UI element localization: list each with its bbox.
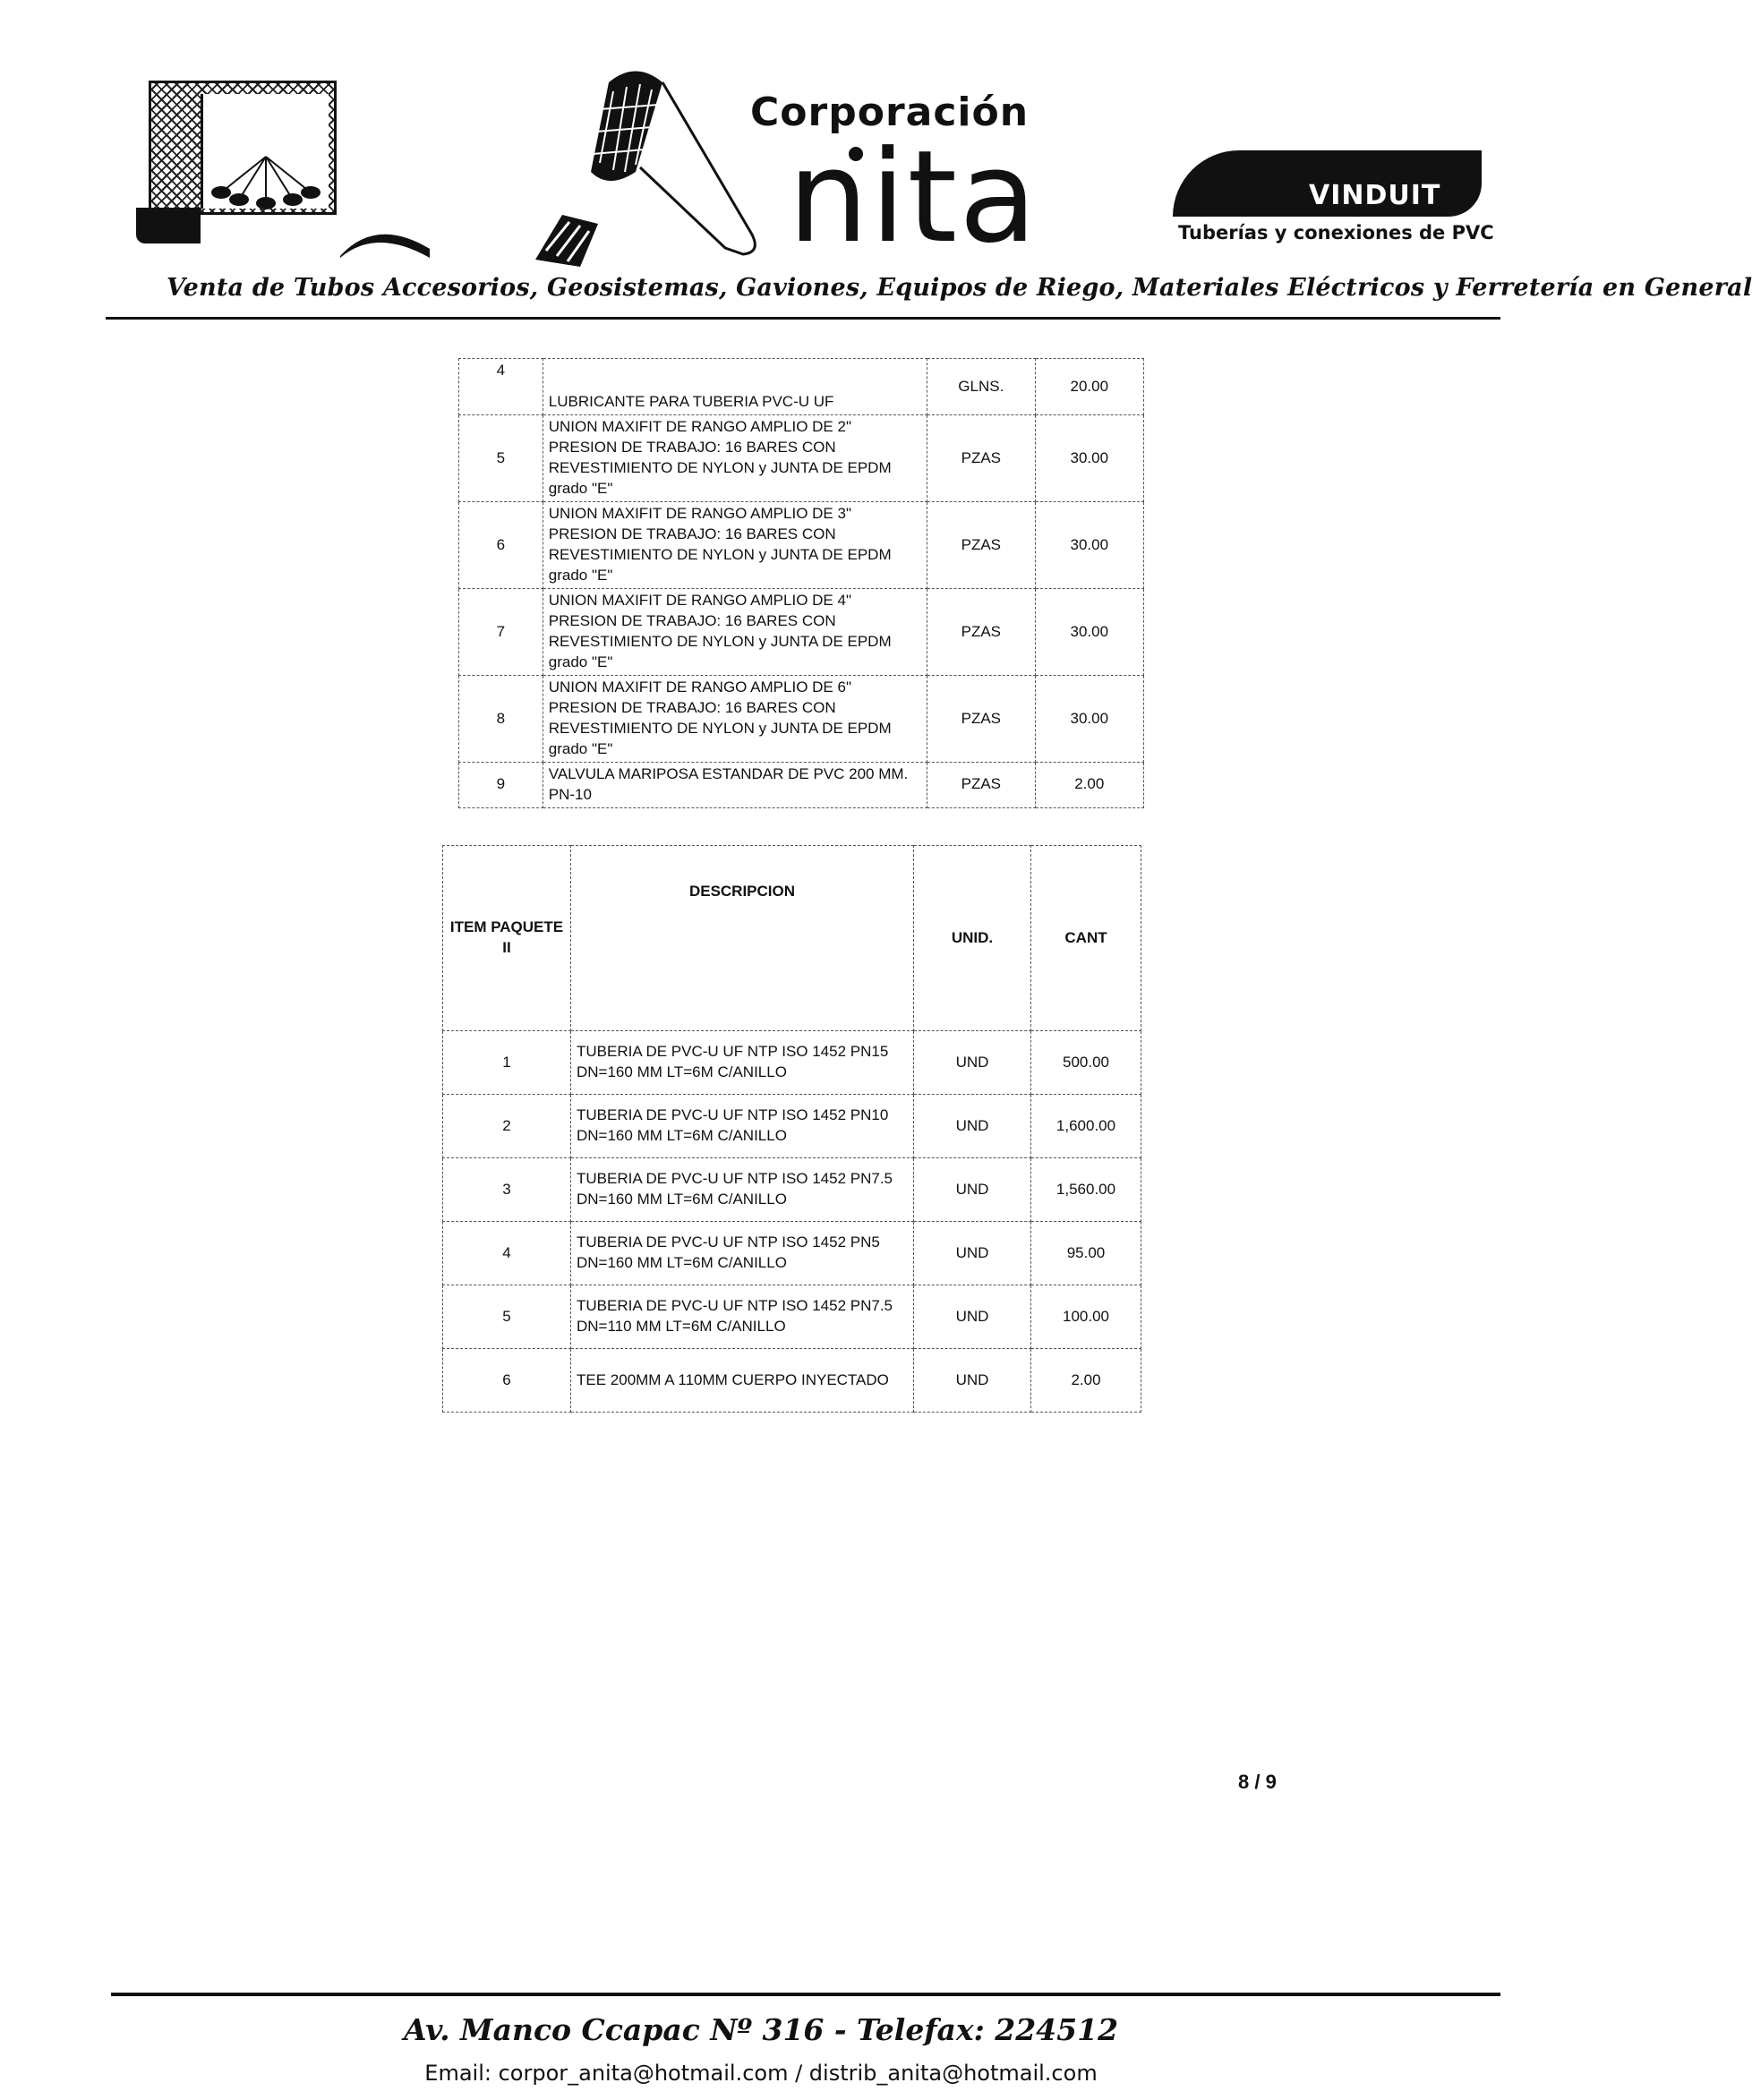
item-number: 6 [459,502,543,589]
column-header-item: ITEM PAQUETE II [443,846,571,1031]
item-number: 7 [459,589,543,676]
item-number: 6 [443,1349,571,1413]
pipe-arc-icon [340,222,430,258]
item-quantity: 1,600.00 [1031,1095,1141,1158]
item-quantity: 1,560.00 [1031,1158,1141,1222]
table-row [443,1158,1141,1222]
item-quantity: 30.00 [1035,589,1143,676]
item-quantity: 500.00 [1031,1031,1141,1095]
table-row [459,589,1144,676]
item-unit: GLNS. [927,359,1035,415]
footer-address: Av. Manco Ccapac Nº 316 - Telefax: 224512 [403,2012,1119,2047]
items-table-continued [458,358,1144,808]
table-row [443,1095,1141,1158]
item-number: 5 [443,1285,571,1349]
item-quantity: 30.00 [1035,676,1143,763]
item-description: LUBRICANTE PARA TUBERIA PVC-U UF [543,359,927,415]
item-description: UNION MAXIFIT DE RANGO AMPLIO DE 3" PRESION DE TRABAJO: 16 BARES CON REVESTIMIENTO DE NYLON y JUNTA DE EPDM grado "E" [543,502,927,589]
item-unit: PZAS [927,502,1035,589]
brand-subtitle: Tuberías y conexiones de PVC [1178,222,1494,243]
item-unit: UND [914,1285,1031,1349]
footer-email: Email: corpor_anita@hotmail.com / distrib_anita@hotmail.com [424,2061,1098,2086]
logo-box-face [201,94,329,209]
header-divider [106,317,1500,320]
table-row [459,359,1144,415]
footer-divider [111,1993,1500,1996]
table-row [459,676,1144,763]
item-number: 1 [443,1031,571,1095]
item-quantity: 2.00 [1035,763,1143,808]
item-quantity: 30.00 [1035,415,1143,502]
company-name: nita [788,124,1039,271]
item-description: TUBERIA DE PVC-U UF NTP ISO 1452 PN15 DN=160 MM LT=6M C/ANILLO [571,1031,914,1095]
table-header-row [443,846,1141,1031]
brand-name: VINDUIT [1309,180,1441,211]
column-header-quantity: CANT [1031,846,1141,1031]
item-unit: PZAS [927,763,1035,808]
item-unit: UND [914,1222,1031,1285]
item-description: TUBERIA DE PVC-U UF NTP ISO 1452 PN5 DN=160 MM LT=6M C/ANILLO [571,1222,914,1285]
table-row [443,1031,1141,1095]
item-number: 3 [443,1158,571,1222]
table-row [459,415,1144,502]
item-quantity: 30.00 [1035,502,1143,589]
item-unit: PZAS [927,676,1035,763]
item-description: UNION MAXIFIT DE RANGO AMPLIO DE 4" PRESION DE TRABAJO: 16 BARES CON REVESTIMIENTO DE NYLON y JUNTA DE EPDM grado "E" [543,589,927,676]
item-unit: UND [914,1158,1031,1222]
item-number: 8 [459,676,543,763]
item-number: 5 [459,415,543,502]
table-row [459,502,1144,589]
item-description: UNION MAXIFIT DE RANGO AMPLIO DE 2" PRESION DE TRABAJO: 16 BARES CON REVESTIMIENTO DE NYLON y JUNTA DE EPDM grado "E" [543,415,927,502]
item-description: TUBERIA DE PVC-U UF NTP ISO 1452 PN10 DN=160 MM LT=6M C/ANILLO [571,1095,914,1158]
item-quantity: 95.00 [1031,1222,1141,1285]
logo-base-shape [136,208,201,243]
item-quantity: 2.00 [1031,1349,1141,1413]
item-unit: UND [914,1349,1031,1413]
item-description: TUBERIA DE PVC-U UF NTP ISO 1452 PN7.5 DN=160 MM LT=6M C/ANILLO [571,1158,914,1222]
sprinkler-fan-icon [203,94,329,209]
item-quantity: 20.00 [1035,359,1143,415]
table-row [443,1349,1141,1413]
geomembrane-roll-icon [573,64,779,261]
item-description: UNION MAXIFIT DE RANGO AMPLIO DE 6" PRESION DE TRABAJO: 16 BARES CON REVESTIMIENTO DE NYLON y JUNTA DE EPDM grado "E" [543,676,927,763]
item-quantity: 100.00 [1031,1285,1141,1349]
table-row [459,763,1144,808]
table-row [443,1222,1141,1285]
item-unit: UND [914,1095,1031,1158]
item-number: 4 [443,1222,571,1285]
company-tagline: Venta de Tubos Accesorios, Geosistemas, Gaviones, Equipos de Riego, Materiales Eléctricos y Ferretería en General [167,274,1752,302]
item-number: 4 [459,359,543,415]
item-number: 9 [459,763,543,808]
package-two-table [442,845,1141,1413]
item-unit: PZAS [927,415,1035,502]
page-number: 8 / 9 [1238,1771,1277,1793]
item-description: TEE 200MM A 110MM CUERPO INYECTADO [571,1349,914,1413]
item-description: TUBERIA DE PVC-U UF NTP ISO 1452 PN7.5 DN=110 MM LT=6M C/ANILLO [571,1285,914,1349]
item-unit: PZAS [927,589,1035,676]
item-description: VALVULA MARIPOSA ESTANDAR DE PVC 200 MM. PN-10 [543,763,927,808]
item-number: 2 [443,1095,571,1158]
column-header-unit: UNID. [914,846,1031,1031]
column-header-description: DESCRIPCION [571,846,914,1031]
company-logo-box [149,81,337,215]
table-row [443,1285,1141,1349]
company-title: Corporación [750,90,1030,135]
item-unit: UND [914,1031,1031,1095]
